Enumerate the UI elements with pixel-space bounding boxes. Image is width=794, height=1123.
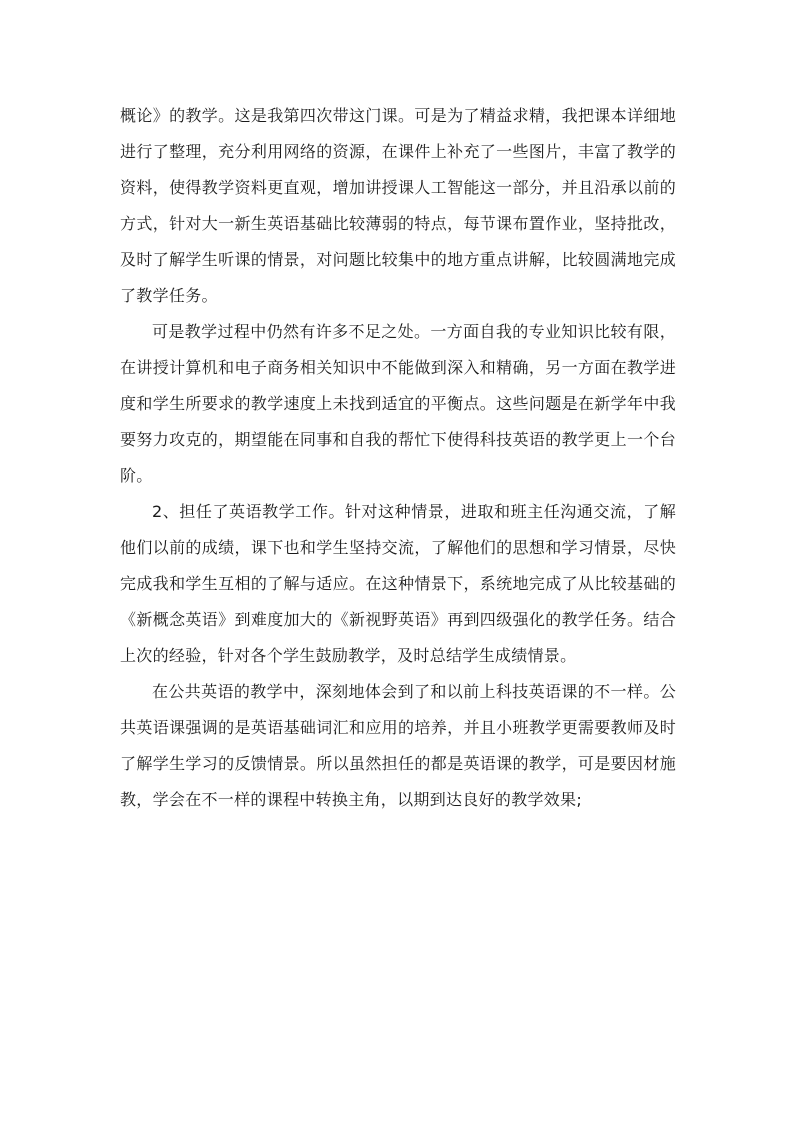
paragraph-1: 概论》的教学。这是我第四次带这门课。可是为了精益求精，我把课本详细地进行了整理，充分利用网络的资源，在课件上补充了一些图片，丰富了教学的资料，使得教学资料更直观，增加讲授课人工智能这一部分，并且沿承以前的方式，针对大一新生英语基础比较薄弱的特点，每节课布置作业，坚持批改，及时了解学生听课的情景，对问题比较集中的地方重点讲解，比较圆满地完成了教学任务。 bbox=[120, 106, 676, 305]
paragraph-3: 2、担任了英语教学工作。针对这种情景，进取和班主任沟通交流，了解他们以前的成绩，课下也和学生坚持交流，了解他们的思想和学习情景，尽快完成我和学生互相的了解与适应。在这种情景下，系统地完成了从比较基础的《新概念英语》到难度加大的《新视野英语》再到四级强化的教学任务。结合上次的经验，针对各个学生鼓励教学，及时总结学生成绩情景。 bbox=[120, 502, 676, 665]
document-body bbox=[120, 98, 676, 818]
paragraph-4: 在公共英语的教学中，深刻地体会到了和以前上科技英语课的不一样。公共英语课强调的是英语基础词汇和应用的培养，并且小班教学更需要教师及时了解学生学习的反馈情景。所以虽然担任的都是英语课的教学，可是要因材施教，学会在不一样的课程中转换主角，以期到达良好的教学效果; bbox=[120, 682, 676, 809]
paragraph-2: 可是教学过程中仍然有许多不足之处。一方面自我的专业知识比较有限，在讲授计算机和电子商务相关知识中不能做到深入和精确，另一方面在教学进度和学生所要求的教学速度上未找到适宜的平衡点。这些问题是在新学年中我要努力攻克的，期望能在同事和自我的帮忙下使得科技英语的教学更上一个台阶。 bbox=[120, 322, 676, 485]
